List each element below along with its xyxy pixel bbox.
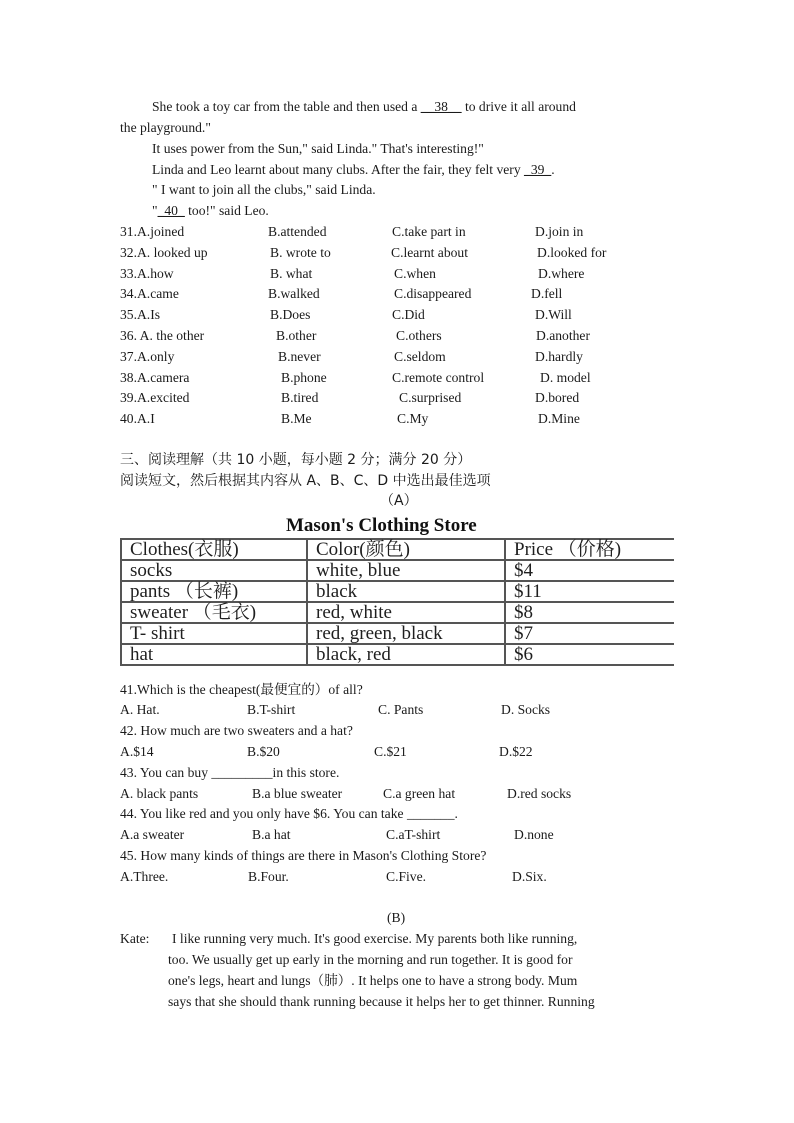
table-row <box>121 644 674 665</box>
option-d: D.hardly <box>535 349 583 364</box>
option-row <box>0 370 794 388</box>
question-41: 41.Which is the cheapest(最便宜的）of all? <box>120 682 363 697</box>
option-b: B.Me <box>281 411 312 426</box>
table-cell: Clothes(衣服) <box>121 539 307 560</box>
option-b: B. wrote to <box>270 245 331 260</box>
option-a: 35.A.Is <box>120 307 161 322</box>
table-row <box>121 560 674 581</box>
table-cell: $6 <box>505 644 674 665</box>
question-44-option-b: B.a hat <box>252 827 291 842</box>
cloze-text: too!" said Leo. <box>184 203 269 218</box>
question-43-option-c: C.a green hat <box>383 786 456 801</box>
option-b: B.walked <box>268 286 320 301</box>
blank-38: __38__ <box>420 99 462 114</box>
table-cell: red, green, black <box>307 623 505 644</box>
question-41-option-a: A. Hat. <box>120 702 160 717</box>
question-44: 44. You like red and you only have $6. You can take _______. <box>120 806 458 821</box>
option-a: 37.A.only <box>120 349 175 364</box>
table-cell: T- shirt <box>121 623 307 644</box>
question-42-option-d: D.$22 <box>499 744 533 759</box>
option-d: D.Will <box>535 307 572 322</box>
table-cell: black <box>307 581 505 602</box>
table-cell: red, white <box>307 602 505 623</box>
table-cell: Price （价格) <box>505 539 674 560</box>
table-cell: Color(颜色) <box>307 539 505 560</box>
option-b: B.never <box>278 349 321 364</box>
option-d: D.looked for <box>537 245 607 260</box>
passage-line: says that she should thank running because it helps her to get thinner. Running <box>168 994 595 1009</box>
option-c: C.when <box>394 266 436 281</box>
question-45: 45. How many kinds of things are there in Mason's Clothing Store? <box>120 848 487 863</box>
question-44-option-a: A.a sweater <box>120 827 185 842</box>
table-row <box>121 623 674 644</box>
cloze-line-3: It uses power from the Sun," said Linda." That's interesting!" <box>152 141 484 156</box>
option-a: 34.A.came <box>120 286 179 301</box>
cloze-line-2: the playground." <box>120 120 211 135</box>
option-a: 39.A.excited <box>120 390 190 405</box>
option-b: B.phone <box>281 370 327 385</box>
option-row <box>0 349 794 367</box>
cloze-line-6 <box>152 203 269 219</box>
question-45-option-b: B.Four. <box>248 869 289 884</box>
cloze-text: She took a toy car from the table and then used a <box>152 99 421 114</box>
cloze-text: Linda and Leo learnt about many clubs. After the fair, they felt very <box>152 162 525 177</box>
option-row <box>0 307 794 325</box>
option-row <box>0 224 794 242</box>
passage-line: too. We usually get up early in the morning and run together. It is good for <box>168 952 573 967</box>
table-cell: hat <box>121 644 307 665</box>
table-header-row <box>121 539 674 560</box>
cloze-line-4 <box>152 162 555 178</box>
blank-39: _39_ <box>524 162 552 177</box>
option-a: 31.A.joined <box>120 224 185 239</box>
part-b-label: (B) <box>387 910 406 925</box>
passage-line: I like running very much. It's good exercise. My parents both like running, <box>172 931 578 946</box>
table-cell: $4 <box>505 560 674 581</box>
option-c: C.disappeared <box>394 286 472 301</box>
table-cell: black, red <box>307 644 505 665</box>
option-d: D.another <box>536 328 590 343</box>
question-45-option-a: A.Three. <box>120 869 169 884</box>
question-45-option-d: D.Six. <box>512 869 547 884</box>
cloze-line-1 <box>152 99 576 115</box>
option-a: 33.A.how <box>120 266 174 281</box>
section-heading: 三、阅读理解（共 10 小题，每小题 2 分；满分 20 分） <box>120 452 472 468</box>
part-a-label: （A） <box>380 493 418 509</box>
question-41-option-b: B.T-shirt <box>247 702 296 717</box>
option-c: C.others <box>396 328 442 343</box>
option-b: B.Does <box>270 307 311 322</box>
option-c: C.surprised <box>399 390 462 405</box>
option-a: 40.A.I <box>120 411 155 426</box>
question-42-option-c: C.$21 <box>374 744 407 759</box>
option-row <box>0 390 794 408</box>
option-b: B.other <box>276 328 317 343</box>
question-43-option-b: B.a blue sweater <box>252 786 343 801</box>
table-cell: pants （长裤) <box>121 581 307 602</box>
option-b: B.attended <box>268 224 327 239</box>
option-row <box>0 286 794 304</box>
option-d: D.join in <box>535 224 584 239</box>
blank-40: _40_ <box>157 203 185 218</box>
question-42: 42. How much are two sweaters and a hat? <box>120 723 353 738</box>
question-43-option-a: A. black pants <box>120 786 199 801</box>
option-d: D. model <box>540 370 591 385</box>
option-d: D.Mine <box>538 411 580 426</box>
table-title: Mason's Clothing Store <box>286 515 477 536</box>
clothing-price-table <box>120 538 674 666</box>
table-cell: sweater （毛衣) <box>121 602 307 623</box>
question-41-option-d: D. Socks <box>501 702 551 717</box>
option-a: 38.A.camera <box>120 370 190 385</box>
cloze-text: to drive it all around <box>461 99 576 114</box>
table-row <box>121 602 674 623</box>
option-c: C.My <box>397 411 429 426</box>
option-c: C.remote control <box>392 370 485 385</box>
section-instruction: 阅读短文，然后根据其内容从 A、B、C、D 中选出最佳选项 <box>120 473 491 489</box>
question-44-option-d: D.none <box>514 827 554 842</box>
question-41-option-c: C. Pants <box>378 702 424 717</box>
question-42-option-a: A.$14 <box>120 744 154 759</box>
option-c: C.take part in <box>392 224 466 239</box>
cloze-text: " <box>152 203 158 218</box>
table-cell: socks <box>121 560 307 581</box>
table-cell: $8 <box>505 602 674 623</box>
option-row <box>0 411 794 429</box>
table-cell: white, blue <box>307 560 505 581</box>
question-43-option-d: D.red socks <box>507 786 572 801</box>
question-42-option-b: B.$20 <box>247 744 280 759</box>
option-c: C.seldom <box>394 349 446 364</box>
option-c: C.learnt about <box>391 245 469 260</box>
question-43: 43. You can buy _________in this store. <box>120 765 340 780</box>
passage-line: one's legs, heart and lungs（肺）. It helps one to have a strong body. Mum <box>168 973 578 988</box>
option-a: 36. A. the other <box>120 328 205 343</box>
option-a: 32.A. looked up <box>120 245 208 260</box>
option-d: D.fell <box>531 286 563 301</box>
option-row <box>0 245 794 263</box>
table-cell: $11 <box>505 581 674 602</box>
table-row <box>121 581 674 602</box>
option-b: B.tired <box>281 390 319 405</box>
option-b: B. what <box>270 266 313 281</box>
question-45-option-c: C.Five. <box>386 869 427 884</box>
table-cell: $7 <box>505 623 674 644</box>
option-d: D.where <box>538 266 585 281</box>
speaker-label: Kate: <box>120 931 150 946</box>
cloze-line-5: " I want to join all the clubs," said Linda. <box>152 182 376 197</box>
option-d: D.bored <box>535 390 580 405</box>
cloze-text: . <box>551 162 555 177</box>
option-c: C.Did <box>392 307 425 322</box>
question-44-option-c: C.aT-shirt <box>386 827 441 842</box>
option-row <box>0 266 794 284</box>
option-row <box>0 328 794 346</box>
